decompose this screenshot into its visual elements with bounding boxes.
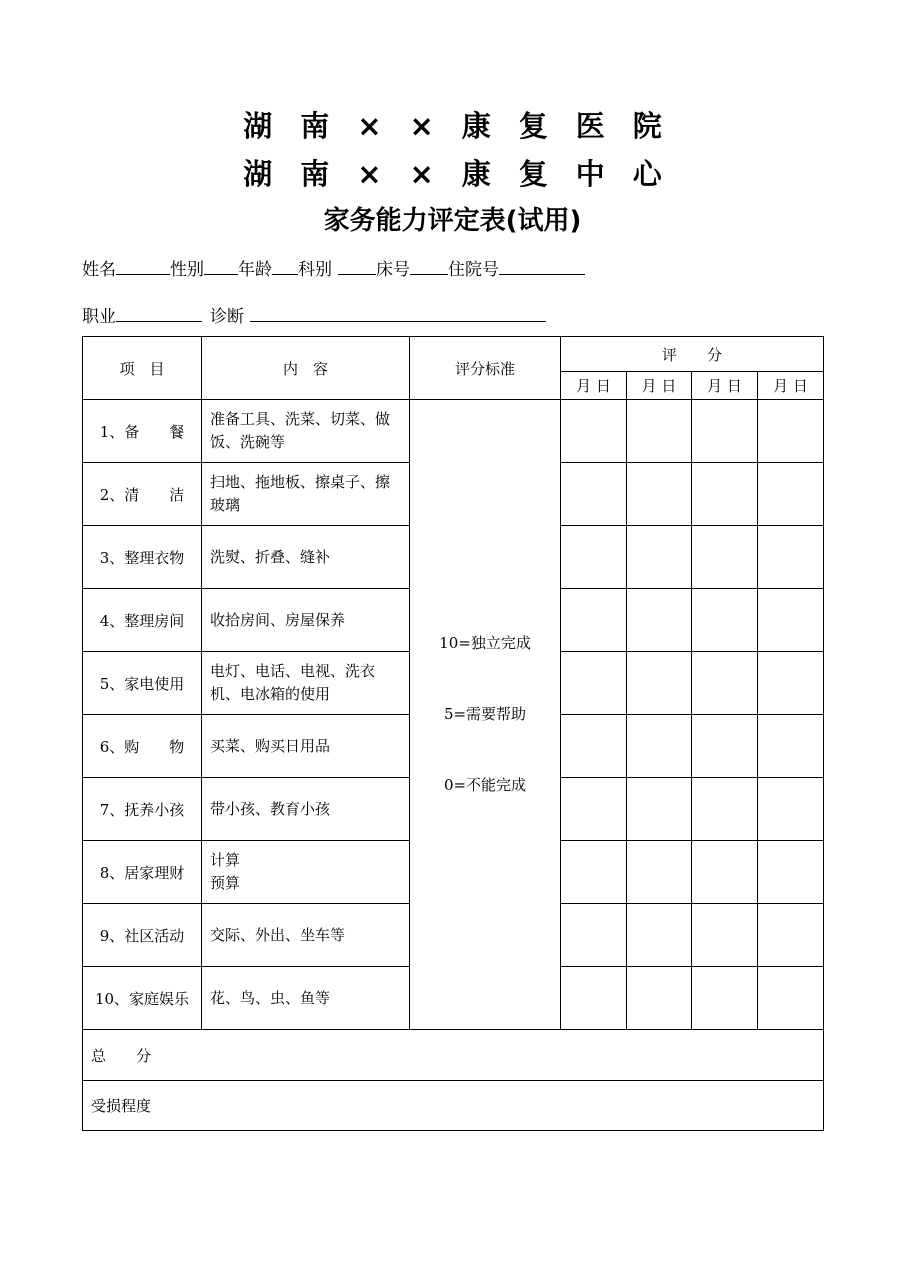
form-title: 家务能力评定表(试用) <box>323 206 582 236</box>
job-diagnosis-line <box>82 302 546 327</box>
impairment-row: 受损程度 <box>83 1081 824 1131</box>
table-row <box>83 400 824 463</box>
item-cell: 2、清 洁 <box>83 463 202 526</box>
item-cell: 7、抚养小孩 <box>83 778 202 841</box>
item-cell: 8、居家理财 <box>83 841 202 904</box>
content-cell: 准备工具、洗菜、切菜、做饭、洗碗等 <box>202 400 410 463</box>
standard-line: 0=不能完成 <box>443 776 527 794</box>
date-header: 月 日 <box>758 372 824 400</box>
score-cell[interactable] <box>627 715 692 778</box>
item-cell: 1、备 餐 <box>83 400 202 463</box>
header-standard: 评分标准 <box>410 337 561 400</box>
score-cell[interactable] <box>627 904 692 967</box>
score-cell[interactable] <box>758 589 824 652</box>
score-cell[interactable] <box>627 652 692 715</box>
date-header: 月 日 <box>692 372 758 400</box>
score-cell[interactable] <box>692 967 758 1030</box>
job-field[interactable] <box>116 305 202 322</box>
score-cell[interactable] <box>692 463 758 526</box>
job-label: 职业 <box>82 307 116 327</box>
date-header: 月 日 <box>627 372 692 400</box>
score-cell[interactable] <box>692 841 758 904</box>
content-cell: 电灯、电话、电视、洗衣机、电冰箱的使用 <box>202 652 410 715</box>
score-cell[interactable] <box>692 652 758 715</box>
score-cell[interactable] <box>561 778 627 841</box>
item-cell: 5、家电使用 <box>83 652 202 715</box>
content-cell: 扫地、拖地板、擦桌子、擦玻璃 <box>202 463 410 526</box>
assessment-rows <box>83 400 824 1030</box>
gender-field[interactable] <box>204 258 238 275</box>
age-field[interactable] <box>272 258 298 275</box>
item-cell: 4、整理房间 <box>83 589 202 652</box>
score-cell[interactable] <box>627 400 692 463</box>
content-cell: 花、鸟、虫、鱼等 <box>202 967 410 1030</box>
score-cell[interactable] <box>561 400 627 463</box>
name-label: 姓名 <box>82 260 116 280</box>
diagnosis-field[interactable] <box>250 305 546 322</box>
header-content: 内 容 <box>202 337 410 400</box>
score-cell[interactable] <box>627 778 692 841</box>
scoring-standard <box>410 400 561 1030</box>
score-cell[interactable] <box>758 526 824 589</box>
center-name: 湖南××康复中心 <box>243 157 690 191</box>
standard-line: 10=独立完成 <box>439 634 531 652</box>
score-cell[interactable] <box>561 526 627 589</box>
assessment-table <box>82 336 824 1131</box>
name-field[interactable] <box>116 258 170 275</box>
standard-line: 5=需要帮助 <box>443 705 527 723</box>
score-cell[interactable] <box>692 715 758 778</box>
content-cell: 计算 预算 <box>202 841 410 904</box>
diagnosis-label: 诊断 <box>210 307 244 327</box>
score-cell[interactable] <box>627 841 692 904</box>
score-cell[interactable] <box>561 589 627 652</box>
score-cell[interactable] <box>758 778 824 841</box>
patient-info-line <box>82 255 585 280</box>
score-cell[interactable] <box>627 967 692 1030</box>
score-cell[interactable] <box>758 904 824 967</box>
score-cell[interactable] <box>561 715 627 778</box>
header-score: 评 分 <box>561 337 824 372</box>
content-cell: 收拾房间、房屋保养 <box>202 589 410 652</box>
content-cell: 洗熨、折叠、缝补 <box>202 526 410 589</box>
score-cell[interactable] <box>758 715 824 778</box>
score-cell[interactable] <box>758 967 824 1030</box>
dept-field[interactable] <box>338 258 376 275</box>
dept-label: 科别 <box>298 260 332 280</box>
score-cell[interactable] <box>758 400 824 463</box>
score-cell[interactable] <box>758 841 824 904</box>
item-cell: 3、整理衣物 <box>83 526 202 589</box>
item-cell: 10、家庭娱乐 <box>83 967 202 1030</box>
score-cell[interactable] <box>692 589 758 652</box>
item-cell: 9、社区活动 <box>83 904 202 967</box>
admission-field[interactable] <box>499 258 585 275</box>
total-score-row: 总 分 <box>83 1030 824 1081</box>
bed-field[interactable] <box>410 258 448 275</box>
score-cell[interactable] <box>561 967 627 1030</box>
content-cell: 带小孩、教育小孩 <box>202 778 410 841</box>
score-cell[interactable] <box>561 841 627 904</box>
score-cell[interactable] <box>692 526 758 589</box>
score-cell[interactable] <box>561 904 627 967</box>
content-cell: 买菜、购买日用品 <box>202 715 410 778</box>
date-header: 月 日 <box>561 372 627 400</box>
score-cell[interactable] <box>692 400 758 463</box>
score-cell[interactable] <box>692 904 758 967</box>
score-cell[interactable] <box>758 652 824 715</box>
content-cell: 交际、外出、坐车等 <box>202 904 410 967</box>
score-cell[interactable] <box>627 589 692 652</box>
hospital-name: 湖南××康复医院 <box>243 109 690 143</box>
age-label: 年龄 <box>238 260 272 280</box>
admission-label: 住院号 <box>448 260 499 280</box>
header-item: 项 目 <box>83 337 202 400</box>
score-cell[interactable] <box>627 463 692 526</box>
score-cell[interactable] <box>561 652 627 715</box>
score-cell[interactable] <box>561 463 627 526</box>
score-cell[interactable] <box>692 778 758 841</box>
gender-label: 性别 <box>170 260 204 280</box>
score-cell[interactable] <box>627 526 692 589</box>
score-cell[interactable] <box>758 463 824 526</box>
bed-label: 床号 <box>376 260 410 280</box>
item-cell: 6、购 物 <box>83 715 202 778</box>
